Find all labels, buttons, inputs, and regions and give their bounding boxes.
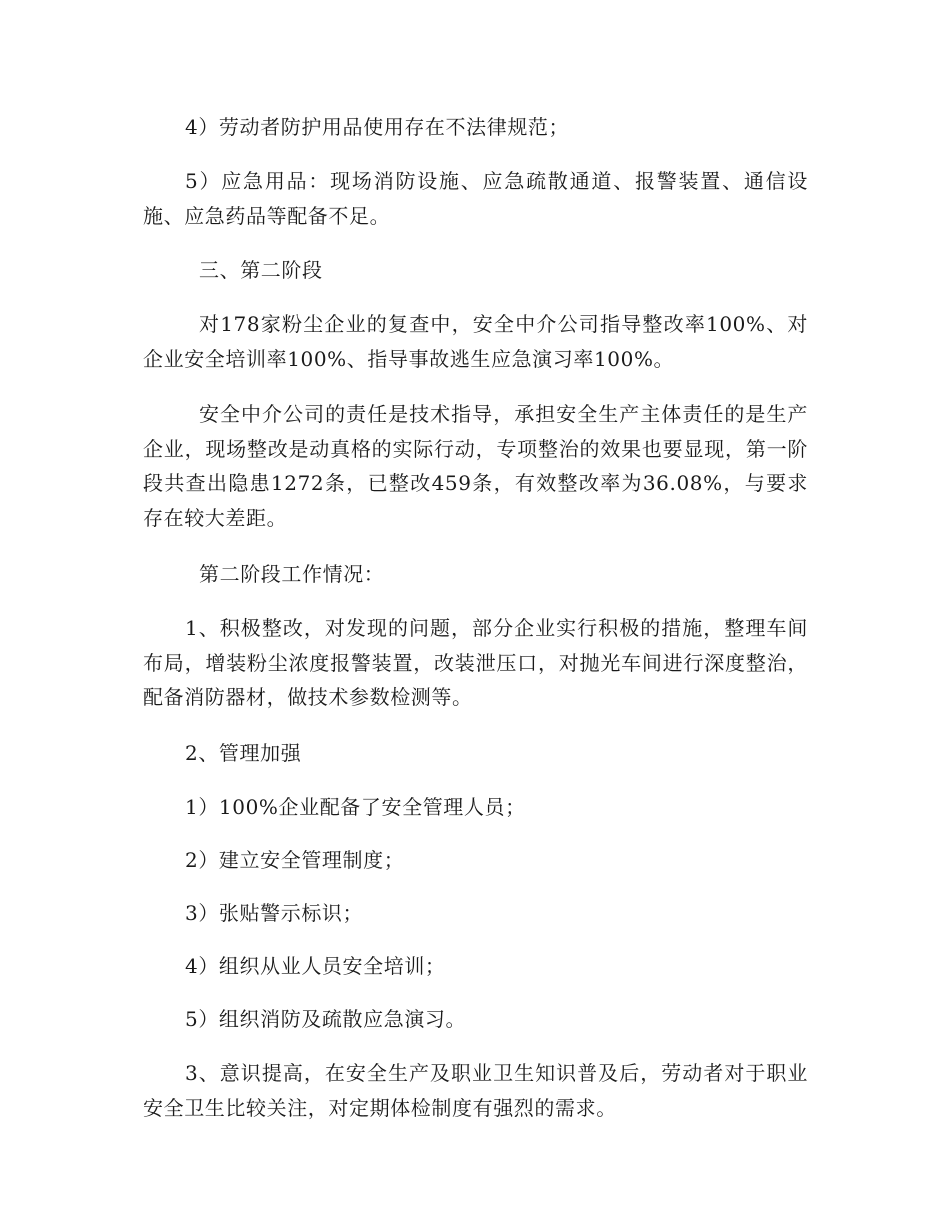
paragraph-awareness-improved: 3、意识提高，在安全生产及职业卫生知识普及后，劳动者对于职业安全卫生比较关注，对定期体检制度有强烈的需求。 [143, 1061, 808, 1120]
list-item-staff-training: 4）组织从业人员安全培训； [185, 954, 446, 978]
list-item-evacuation-drill: 5）组织消防及疏散应急演习。 [185, 1007, 467, 1031]
list-item-warning-signs: 3）张贴警示标识； [185, 901, 364, 925]
section-heading-phase-two: 三、第二阶段 [199, 258, 323, 282]
paragraph-responsibility: 安全中介公司的责任是技术指导，承担安全生产主体责任的是生产企业，现场整改是动真格的实际行动，专项整治的效果也要显现，第一阶段共查出隐患1272条，已整改459条，有效整改率为36.08%，与要求存在较大差距。 [143, 402, 808, 530]
paragraph-management-strengthened: 2、管理加强 [185, 741, 302, 765]
paragraph-active-rectification: 1、积极整改，对发现的问题，部分企业实行积极的措施，整理车间布局，增装粉尘浓度报警装置，改装泄压口，对抛光车间进行深度整治，配备消防器材，做技术参数检测等。 [143, 616, 808, 709]
paragraph-emergency-supplies: 5）应急用品：现场消防设施、应急疏散通道、报警装置、通信设施、应急药品等配备不足。 [143, 169, 808, 228]
paragraph-phase-two-work: 第二阶段工作情况： [199, 562, 385, 586]
list-item-management-system: 2）建立安全管理制度； [185, 848, 405, 872]
paragraph-ppe-usage: 4）劳动者防护用品使用存在不法律规范； [185, 115, 570, 139]
list-item-safety-personnel: 1）100%企业配备了安全管理人员； [185, 795, 526, 819]
paragraph-review-rates: 对178家粉尘企业的复查中，安全中介公司指导整改率100%、对企业安全培训率100%、指导事故逃生应急演习率100%。 [143, 312, 808, 371]
